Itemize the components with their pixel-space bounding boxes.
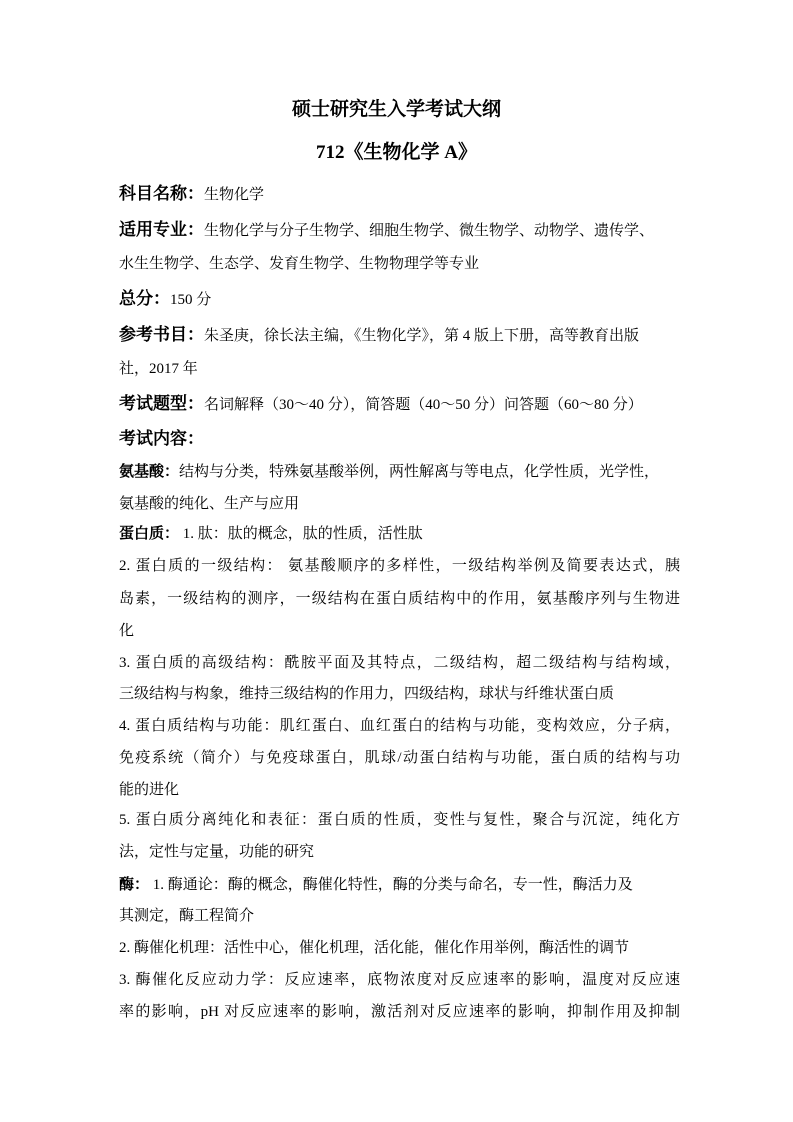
protein-line: 岛素，一级结构的测序，一级结构在蛋白质结构中的作用，氨基酸序列与生物进 [119,591,680,607]
enzyme-label: 酶： [119,877,150,893]
majors-label: 适用专业： [119,220,204,239]
subject-label: 科目名称： [119,184,204,203]
total-label: 总分： [119,289,170,308]
protein-line: 法，定性与定量，功能的研究 [119,844,315,860]
majors-row [119,219,680,242]
protein-line: 4. 蛋白质结构与功能：肌红蛋白、血红蛋白的结构与功能，变构效应，分子病， [119,718,680,734]
protein-line: 3. 蛋白质的高级结构：酰胺平面及其特点，二级结构，超二级结构与结构域， [119,655,680,671]
protein-line: 化 [119,623,135,639]
books-label: 参考书目： [119,325,204,344]
books-line2: 社，2017 年 [119,361,198,377]
protein-line: 2. 蛋白质的一级结构： 氨基酸顺序的多样性，一级结构举例及简要表达式，胰 [119,558,680,574]
protein-label: 蛋白质： [119,526,180,542]
majors-line1: 生物化学与分子生物学、细胞生物学、微生物学、动物学、遗传学、 [204,223,655,239]
content-label: 考试内容： [119,429,204,448]
enzyme-line: 3. 酶催化反应动力学：反应速率，底物浓度对反应速率的影响，温度对反应速 [119,972,680,988]
enzyme-row [119,874,680,896]
enzyme-line: 率的影响，pH 对反应速率的影响，激活剂对反应速率的影响，抑制作用及抑制 [119,1004,680,1020]
amino-label: 氨基酸： [119,464,180,480]
protein-line: 1. 肽：肽的概念，肽的性质，活性肽 [179,526,423,542]
protein-row [119,523,680,545]
total-row [119,288,680,311]
types-label: 考试题型： [119,394,204,413]
enzyme-line: 1. 酶通论：酶的概念，酶催化特性，酶的分类与命名，专一性，酶活力及 [149,877,633,893]
majors-line2: 水生生物学、生态学、发育生物学、生物物理学等专业 [119,256,480,272]
amino-line2: 氨基酸的纯化、生产与应用 [119,496,300,512]
protein-line: 5. 蛋白质分离纯化和表征：蛋白质的性质，变性与复性，聚合与沉淀，纯化方 [119,812,680,828]
amino-row [119,461,680,483]
enzyme-line: 其测定，酶工程简介 [119,908,255,924]
books-row [119,324,680,347]
subject-value: 生物化学 [204,187,265,203]
types-row [119,393,680,416]
protein-line: 三级结构与构象，维持三级结构的作用力，四级结构，球状与纤维状蛋白质 [119,686,615,702]
enzyme-line: 2. 酶催化机理：活性中心，催化机理，活化能，催化作用举例，酶活性的调节 [119,940,630,956]
protein-line: 免疫系统（简介）与免疫球蛋白，肌球/动蛋白结构与功能，蛋白质的结构与功 [119,750,680,766]
types-value: 名词解释（30～40 分），简答题（40～50 分）问答题（60～80 分） [204,397,643,413]
subject-row [119,183,680,206]
amino-line1: 结构与分类，特殊氨基酸举例，两性解离与等电点，化学性质，光学性， [179,464,660,480]
protein-line: 能的进化 [119,782,180,798]
total-value: 150 分 [170,292,212,308]
books-line1: 朱圣庚，徐长法主编，《生物化学》，第 4 版上下册，高等教育出版 [204,328,640,344]
document-title: 硕士研究生入学考试大纲 [291,99,501,120]
document-subtitle: 712《生物化学 A》 [316,142,477,163]
